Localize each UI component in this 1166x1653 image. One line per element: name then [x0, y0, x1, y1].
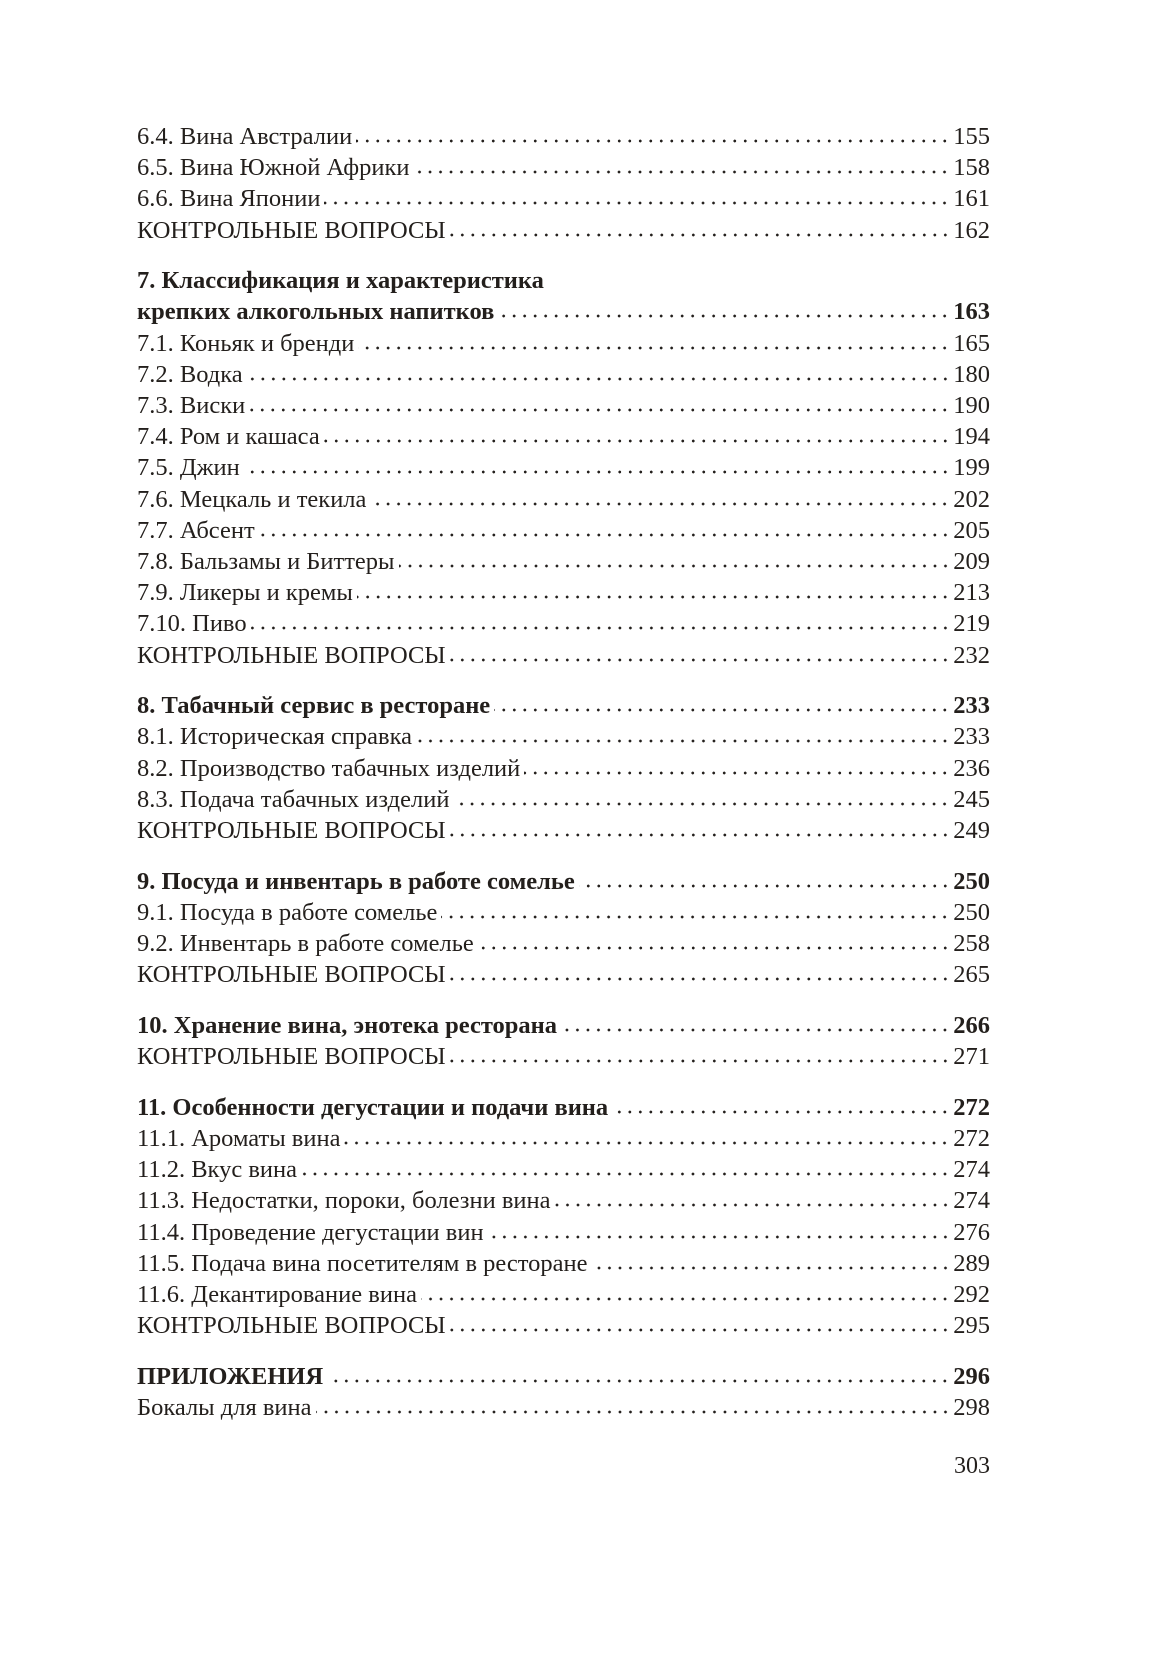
entry-page-number: 272 [953, 1124, 990, 1152]
entry-page-number: 202 [953, 485, 990, 513]
dot-leader [316, 1409, 951, 1415]
entry-page-number: 163 [953, 298, 990, 326]
toc-section [137, 1361, 990, 1423]
entry-page-number: 289 [953, 1249, 990, 1277]
entry-page-number: 249 [953, 816, 990, 844]
dot-leader [259, 532, 951, 538]
entry-page-number: 236 [953, 754, 990, 782]
entry-page-number: 161 [953, 185, 990, 213]
entry-page-number: 162 [953, 216, 990, 244]
toc-chapter-entry [137, 296, 990, 327]
page-number: 303 [954, 1453, 990, 1479]
toc-entry [137, 328, 990, 359]
dot-leader [450, 657, 951, 663]
entry-page-number: 295 [953, 1312, 990, 1340]
toc-chapter-entry [137, 1092, 990, 1123]
toc-entry [137, 1041, 990, 1072]
entry-title: 9. Посуда и инвентарь в работе сомелье [137, 867, 575, 895]
dot-leader [579, 883, 951, 889]
entry-title: КОНТРОЛЬНЫЕ ВОПРОСЫ [137, 1312, 446, 1340]
toc-section [137, 265, 990, 670]
entry-page-number: 190 [953, 392, 990, 419]
entry-title: КОНТРОЛЬНЫЕ ВОПРОСЫ [137, 1043, 446, 1071]
toc-entry [137, 183, 990, 214]
dot-leader [358, 345, 950, 351]
entry-page-number: 158 [953, 154, 990, 182]
dot-leader [251, 625, 951, 631]
toc-entry [137, 121, 990, 152]
dot-leader [494, 707, 950, 713]
dot-leader [249, 407, 950, 413]
entry-title: 11.6. Декантирование вина [137, 1280, 417, 1308]
entry-title: 11.5. Подача вина посетителям в ресторане [137, 1249, 588, 1277]
dot-leader [450, 1327, 951, 1333]
toc-entry [137, 421, 990, 452]
dot-leader [370, 501, 950, 507]
entry-page-number: 209 [953, 547, 990, 575]
entry-page-number: 272 [953, 1093, 990, 1121]
toc-entry [137, 390, 990, 421]
entry-title: 9.1. Посуда в работе сомелье [137, 898, 438, 926]
entry-title: 11.3. Недостатки, пороки, болезни вина [137, 1187, 551, 1215]
toc-section [137, 1092, 990, 1342]
entry-page-number: 250 [953, 867, 990, 895]
dot-leader [416, 738, 950, 744]
toc-chapter-entry [137, 265, 990, 296]
toc-entry [137, 1217, 990, 1248]
entry-title: КОНТРОЛЬНЫЕ ВОПРОСЫ [137, 641, 446, 669]
entry-title: 11.2. Вкус вина [137, 1156, 298, 1184]
entry-title: 7.8. Бальзамы и Биттеры [137, 547, 395, 575]
toc-entry [137, 577, 990, 608]
dot-leader [324, 438, 951, 444]
entry-title: 10. Хранение вина, энотека ресторана [137, 1011, 558, 1039]
toc-entry [137, 215, 990, 246]
toc-entry [137, 1248, 990, 1279]
toc-entry [137, 897, 990, 928]
entry-title: 8.1. Историческая справка [137, 723, 413, 751]
entry-title: 11. Особенности дегустации и подачи вина [137, 1093, 609, 1121]
toc-entry [137, 1392, 990, 1423]
toc-section [137, 1010, 990, 1072]
toc-entry [137, 753, 990, 784]
entry-title: КОНТРОЛЬНЫЕ ВОПРОСЫ [137, 816, 446, 844]
toc-section [137, 690, 990, 846]
dot-leader [498, 313, 950, 319]
entry-title: 8.3. Подача табачных изделий [137, 785, 450, 813]
toc-entry [137, 721, 990, 752]
entry-title: 7.3. Виски [137, 392, 246, 419]
entry-title: КОНТРОЛЬНЫЕ ВОПРОСЫ [137, 216, 446, 244]
entry-page-number: 276 [953, 1218, 990, 1246]
toc-entry [137, 608, 990, 639]
toc-entry [137, 1310, 990, 1341]
entry-title: 7.7. Абсент [137, 516, 255, 544]
entry-page-number: 274 [953, 1187, 990, 1215]
entry-page-number: 199 [953, 454, 990, 482]
toc-entry [137, 515, 990, 546]
entry-page-number: 194 [953, 423, 990, 451]
entry-page-number: 258 [953, 930, 990, 957]
dot-leader [524, 770, 950, 776]
entry-title: 9.2. Инвентарь в работе сомелье [137, 930, 474, 957]
dot-leader [413, 169, 950, 175]
toc-chapter-entry [137, 1361, 990, 1392]
dot-leader [488, 1234, 951, 1240]
toc-section [137, 866, 990, 991]
toc-entry [137, 1185, 990, 1216]
entry-page-number: 250 [953, 898, 990, 926]
entry-page-number: 292 [953, 1280, 990, 1308]
entry-page-number: 165 [953, 329, 990, 357]
entry-title: 8. Табачный сервис в ресторане [137, 692, 491, 720]
table-of-contents [137, 121, 990, 1443]
entry-title: 7.1. Коньяк и бренди [137, 329, 355, 357]
dot-leader [561, 1027, 950, 1033]
entry-title: 7.2. Водка [137, 360, 243, 388]
entry-page-number: 266 [953, 1011, 990, 1039]
entry-title: КОНТРОЛЬНЫЕ ВОПРОСЫ [137, 961, 446, 989]
toc-chapter-entry [137, 1010, 990, 1041]
entry-title: крепких алкогольных напитков [137, 298, 495, 326]
dot-leader [324, 200, 950, 206]
entry-title: 7.6. Мецкаль и текила [137, 485, 367, 513]
entry-title: 7.4. Ром и кашаса [137, 423, 320, 451]
toc-entry [137, 1279, 990, 1310]
entry-title: 7.9. Ликеры и кремы [137, 579, 353, 607]
toc-entry [137, 640, 990, 671]
entry-title: ПРИЛОЖЕНИЯ [137, 1362, 324, 1390]
dot-leader [478, 945, 951, 951]
toc-entry [137, 152, 990, 183]
entry-page-number: 233 [953, 723, 990, 751]
dot-leader [247, 376, 951, 382]
toc-entry [137, 1123, 990, 1154]
entry-title: 7.5. Джин [137, 454, 240, 482]
dot-leader [399, 563, 951, 569]
entry-title: 8.2. Производство табачных изделий [137, 754, 521, 782]
entry-page-number: 245 [953, 785, 990, 813]
entry-title: Бокалы для вина [137, 1393, 312, 1421]
dot-leader [450, 832, 951, 838]
dot-leader [441, 914, 950, 920]
entry-page-number: 219 [953, 610, 990, 638]
entry-page-number: 271 [953, 1043, 990, 1071]
toc-chapter-entry [137, 866, 990, 897]
dot-leader [453, 801, 950, 807]
dot-leader [555, 1202, 951, 1208]
dot-leader [244, 469, 951, 475]
dot-leader [450, 976, 951, 982]
entry-title: 11.4. Проведение дегустации вин [137, 1218, 484, 1246]
dot-leader [450, 232, 951, 238]
toc-entry [137, 1154, 990, 1185]
toc-entry [137, 484, 990, 515]
entry-title: 6.6. Вина Японии [137, 185, 321, 213]
dot-leader [592, 1265, 951, 1271]
toc-entry [137, 452, 990, 483]
entry-page-number: 274 [953, 1156, 990, 1184]
entry-page-number: 298 [953, 1393, 990, 1421]
entry-page-number: 180 [953, 360, 990, 388]
dot-leader [612, 1109, 950, 1115]
toc-section [137, 121, 990, 246]
entry-page-number: 233 [953, 692, 990, 720]
entry-page-number: 205 [953, 516, 990, 544]
entry-page-number: 155 [953, 123, 990, 150]
toc-entry [137, 815, 990, 846]
entry-title: 6.4. Вина Австралии [137, 123, 353, 150]
toc-entry [137, 784, 990, 815]
toc-entry [137, 928, 990, 959]
dot-leader [327, 1378, 950, 1384]
toc-entry [137, 546, 990, 577]
dot-leader [450, 1058, 951, 1064]
entry-page-number: 232 [953, 641, 990, 669]
toc-entry [137, 359, 990, 390]
dot-leader [357, 594, 950, 600]
entry-page-number: 265 [953, 961, 990, 989]
dot-leader [356, 138, 950, 144]
entry-title: 11.1. Ароматы вина [137, 1124, 341, 1152]
entry-page-number: 213 [953, 579, 990, 607]
toc-entry [137, 959, 990, 990]
dot-leader [301, 1171, 950, 1177]
entry-title: 7. Классификация и характеристика [137, 267, 544, 295]
entry-title: 7.10. Пиво [137, 610, 247, 638]
toc-chapter-entry [137, 690, 990, 721]
entry-page-number: 296 [953, 1362, 990, 1390]
entry-title: 6.5. Вина Южной Африки [137, 154, 410, 182]
dot-leader [344, 1140, 950, 1146]
dot-leader [421, 1296, 950, 1302]
